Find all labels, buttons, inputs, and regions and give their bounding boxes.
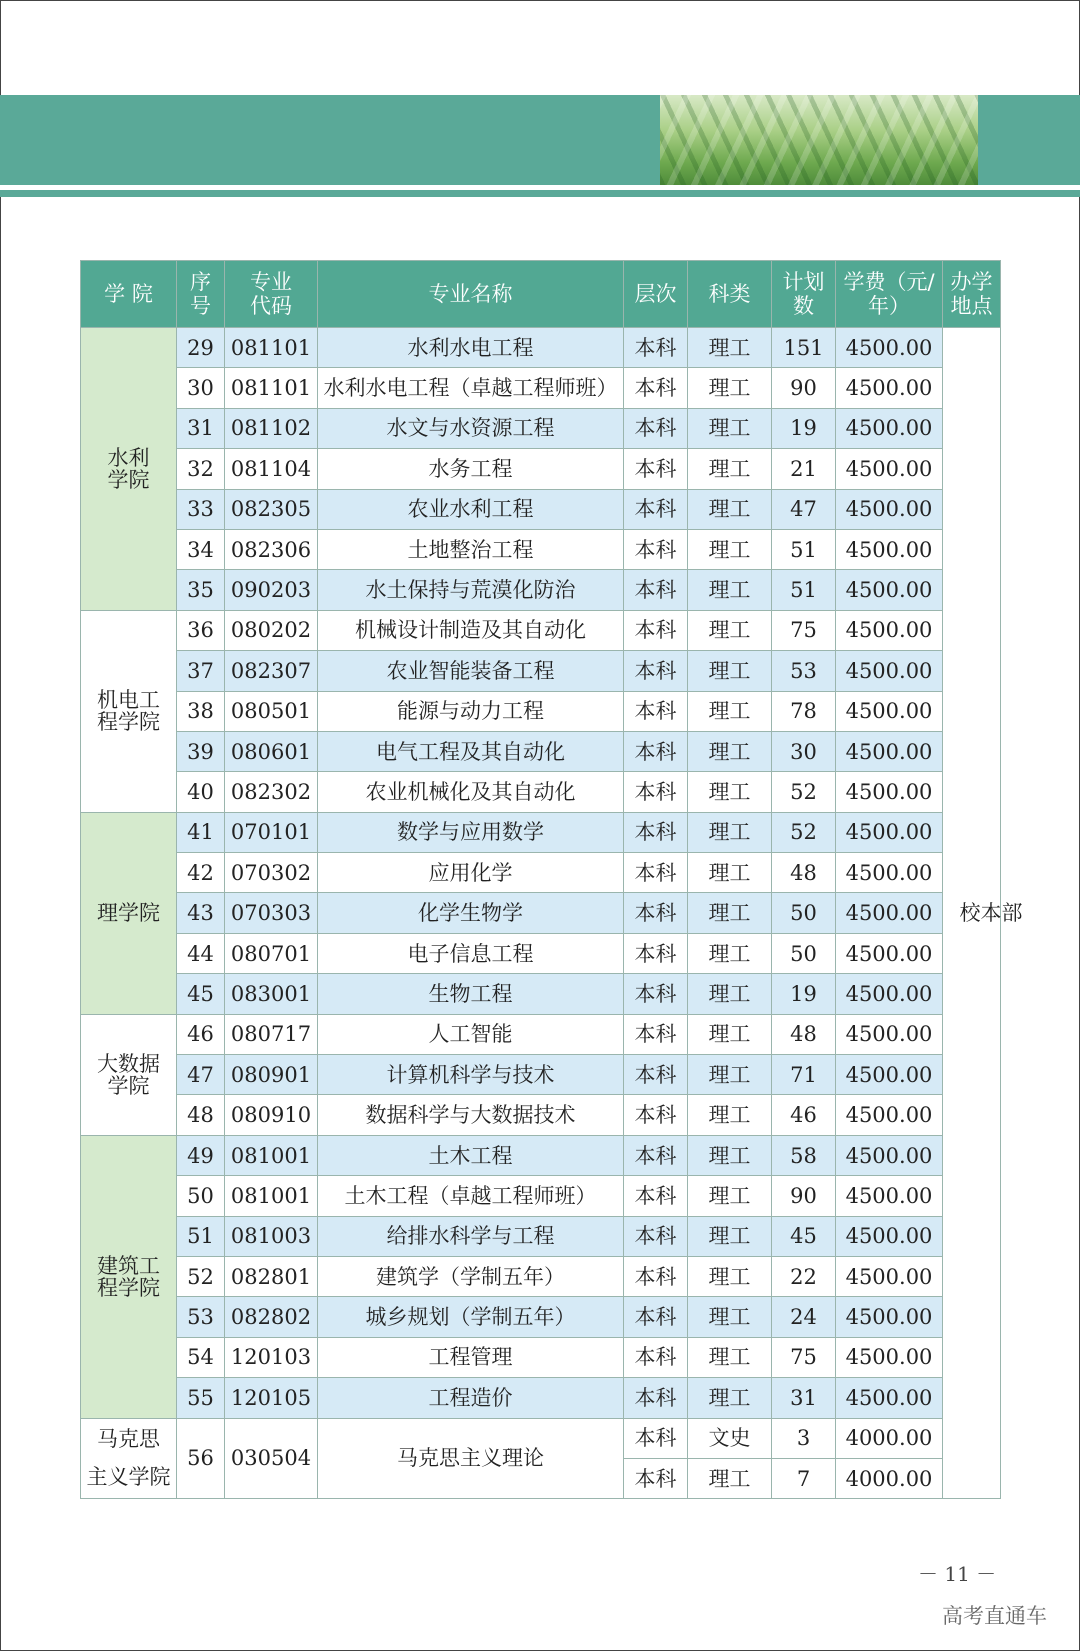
cell-index: 48 — [177, 1095, 225, 1135]
cell-category: 理工 — [688, 731, 772, 771]
cell-level: 本科 — [624, 1135, 688, 1175]
watermark: 高考直通车 — [942, 1604, 1047, 1628]
cell-code: 080701 — [225, 933, 318, 973]
table-row — [81, 1378, 1001, 1418]
cell-code: 081001 — [225, 1135, 318, 1175]
cell-category: 理工 — [688, 1378, 772, 1418]
cell-fee: 4500.00 — [836, 893, 943, 933]
cell-category: 理工 — [688, 1297, 772, 1337]
cell-index: 54 — [177, 1337, 225, 1377]
table-row — [81, 651, 1001, 691]
cell-category: 理工 — [688, 893, 772, 933]
cell-level: 本科 — [624, 1176, 688, 1216]
cell-name: 工程管理 — [318, 1337, 624, 1377]
cell-code: 082302 — [225, 772, 318, 812]
cell-category: 理工 — [688, 1014, 772, 1054]
cell-plan: 22 — [772, 1256, 836, 1296]
college-cell: 理学院 — [81, 812, 177, 1014]
cell-plan: 90 — [772, 368, 836, 408]
cell-fee: 4500.00 — [836, 1176, 943, 1216]
table-row — [81, 489, 1001, 529]
cell-index: 34 — [177, 529, 225, 569]
cell-code: 070302 — [225, 853, 318, 893]
cell-code: 081102 — [225, 408, 318, 448]
cell-name: 建筑学（学制五年） — [318, 1256, 624, 1296]
table-row — [81, 772, 1001, 812]
cell-index: 42 — [177, 853, 225, 893]
col-code-header: 专业代码 — [225, 261, 318, 328]
cell-index: 44 — [177, 933, 225, 973]
cell-index: 45 — [177, 974, 225, 1014]
cell-fee: 4500.00 — [836, 1095, 943, 1135]
cell-code: 080901 — [225, 1055, 318, 1095]
cell-name: 电子信息工程 — [318, 933, 624, 973]
cell-index: 35 — [177, 570, 225, 610]
table-row — [81, 691, 1001, 731]
cell-code: 082306 — [225, 529, 318, 569]
cell-code: 070303 — [225, 893, 318, 933]
cell-index: 47 — [177, 1055, 225, 1095]
table-row — [81, 853, 1001, 893]
col-index-header: 序号 — [177, 261, 225, 328]
cell-plan: 75 — [772, 610, 836, 650]
location-text: 校本部 — [959, 901, 1023, 926]
cell-level: 本科 — [624, 1297, 688, 1337]
cell-index: 40 — [177, 772, 225, 812]
cell-name: 水利水电工程（卓越工程师班） — [318, 368, 624, 408]
cell-level: 本科 — [624, 449, 688, 489]
cell-name: 计算机科学与技术 — [318, 1055, 624, 1095]
cell-fee: 4500.00 — [836, 1014, 943, 1054]
cell-level: 本科 — [624, 328, 688, 368]
cell-index: 39 — [177, 731, 225, 771]
cell-fee: 4500.00 — [836, 328, 943, 368]
table-row — [81, 529, 1001, 569]
cell-code: 081101 — [225, 368, 318, 408]
cell-code: 083001 — [225, 974, 318, 1014]
cell-name: 生物工程 — [318, 974, 624, 1014]
cell-level: 本科 — [624, 610, 688, 650]
table-row — [81, 368, 1001, 408]
cell-category: 理工 — [688, 408, 772, 448]
cell-index: 41 — [177, 812, 225, 852]
table-row — [81, 408, 1001, 448]
cell-name: 城乡规划（学制五年） — [318, 1297, 624, 1337]
table-row — [81, 933, 1001, 973]
cell-category: 理工 — [688, 489, 772, 529]
cell-code: 081001 — [225, 1176, 318, 1216]
cell-name: 化学生物学 — [318, 893, 624, 933]
cell-fee: 4500.00 — [836, 772, 943, 812]
college-cell: 建筑工 程学院 — [81, 1135, 177, 1418]
cell-level: 本科 — [624, 1095, 688, 1135]
col-plan-header: 计划数 — [772, 261, 836, 328]
cell-plan: 19 — [772, 408, 836, 448]
cell-level: 本科 — [624, 933, 688, 973]
cell-name: 农业智能装备工程 — [318, 651, 624, 691]
table-row — [81, 328, 1001, 368]
cell-category: 理工 — [688, 570, 772, 610]
cell-level: 本科 — [624, 893, 688, 933]
table-row — [81, 893, 1001, 933]
cell-category: 理工 — [688, 1216, 772, 1256]
cell-plan: 53 — [772, 651, 836, 691]
cell-code: 081104 — [225, 449, 318, 489]
cell-index: 49 — [177, 1135, 225, 1175]
table-row — [81, 731, 1001, 771]
cell-fee: 4500.00 — [836, 1297, 943, 1337]
cell-fee: 4500.00 — [836, 368, 943, 408]
cell-level: 本科 — [624, 1378, 688, 1418]
cell-fee: 4500.00 — [836, 570, 943, 610]
cell-fee: 4500.00 — [836, 853, 943, 893]
cell-name: 数学与应用数学 — [318, 812, 624, 852]
cell-level: 本科 — [624, 1418, 688, 1458]
cell-plan: 24 — [772, 1297, 836, 1337]
cell-name: 农业机械化及其自动化 — [318, 772, 624, 812]
cell-category: 理工 — [688, 610, 772, 650]
cell-index: 38 — [177, 691, 225, 731]
col-fee-header: 学费（元/年） — [836, 261, 943, 328]
cell-category: 理工 — [688, 691, 772, 731]
cell-code: 082305 — [225, 489, 318, 529]
cell-plan: 46 — [772, 1095, 836, 1135]
college-cell: 马克思 主义学院 — [81, 1418, 177, 1499]
college-cell: 机电工 程学院 — [81, 610, 177, 812]
cell-level: 本科 — [624, 812, 688, 852]
cell-level: 本科 — [624, 570, 688, 610]
table-row — [81, 1418, 1001, 1458]
table-row — [81, 1216, 1001, 1256]
cell-plan: 71 — [772, 1055, 836, 1095]
cell-code: 082802 — [225, 1297, 318, 1337]
cell-category: 理工 — [688, 328, 772, 368]
cell-level: 本科 — [624, 731, 688, 771]
cell-plan: 31 — [772, 1378, 836, 1418]
cell-category: 理工 — [688, 933, 772, 973]
cell-plan: 78 — [772, 691, 836, 731]
college-cell: 大数据 学院 — [81, 1014, 177, 1135]
cell-plan: 50 — [772, 893, 836, 933]
cell-fee: 4500.00 — [836, 691, 943, 731]
cell-plan: 75 — [772, 1337, 836, 1377]
cell-level: 本科 — [624, 853, 688, 893]
cell-plan: 52 — [772, 812, 836, 852]
cell-fee: 4500.00 — [836, 731, 943, 771]
college-cell: 水利 学院 — [81, 328, 177, 611]
table-row — [81, 570, 1001, 610]
cell-index: 52 — [177, 1256, 225, 1296]
cell-plan: 48 — [772, 853, 836, 893]
cell-plan: 90 — [772, 1176, 836, 1216]
cell-index: 32 — [177, 449, 225, 489]
header-line — [0, 190, 1080, 197]
table-row — [81, 449, 1001, 489]
cell-fee: 4500.00 — [836, 489, 943, 529]
cell-plan: 48 — [772, 1014, 836, 1054]
cell-code: 081101 — [225, 328, 318, 368]
cell-level: 本科 — [624, 368, 688, 408]
cell-index: 51 — [177, 1216, 225, 1256]
cell-category: 理工 — [688, 1095, 772, 1135]
table-row — [81, 974, 1001, 1014]
table-body — [81, 328, 1023, 1499]
cell-name: 能源与动力工程 — [318, 691, 624, 731]
cell-fee: 4500.00 — [836, 1135, 943, 1175]
cell-level: 本科 — [624, 651, 688, 691]
cell-code: 030504 — [225, 1418, 318, 1499]
cell-category: 文史 — [688, 1418, 772, 1458]
cell-level: 本科 — [624, 772, 688, 812]
table-row — [81, 1256, 1001, 1296]
cell-index: 31 — [177, 408, 225, 448]
cell-name: 人工智能 — [318, 1014, 624, 1054]
cell-level: 本科 — [624, 529, 688, 569]
col-category-header: 科类 — [688, 261, 772, 328]
cell-level: 本科 — [624, 408, 688, 448]
cell-category: 理工 — [688, 812, 772, 852]
cell-fee: 4500.00 — [836, 408, 943, 448]
cell-level: 本科 — [624, 489, 688, 529]
cell-index: 53 — [177, 1297, 225, 1337]
cell-code: 080601 — [225, 731, 318, 771]
cell-name: 农业水利工程 — [318, 489, 624, 529]
cell-fee: 4500.00 — [836, 610, 943, 650]
cell-category: 理工 — [688, 651, 772, 691]
cell-plan: 3 — [772, 1418, 836, 1458]
enrollment-table — [80, 260, 1023, 1499]
cell-name: 工程造价 — [318, 1378, 624, 1418]
cell-fee: 4500.00 — [836, 1216, 943, 1256]
table-row — [81, 1055, 1001, 1095]
cell-level: 本科 — [624, 1337, 688, 1377]
cell-code: 070101 — [225, 812, 318, 852]
page-number: － 11 － — [918, 1562, 997, 1586]
cell-name: 土木工程 — [318, 1135, 624, 1175]
cell-fee: 4500.00 — [836, 651, 943, 691]
col-name-header: 专业名称 — [318, 261, 624, 328]
cell-code: 081003 — [225, 1216, 318, 1256]
cell-name: 水利水电工程 — [318, 328, 624, 368]
cell-name: 土木工程（卓越工程师班） — [318, 1176, 624, 1216]
table-header-row — [81, 261, 1001, 328]
col-level-header: 层次 — [624, 261, 688, 328]
cell-category: 理工 — [688, 772, 772, 812]
cell-fee: 4500.00 — [836, 974, 943, 1014]
cell-level: 本科 — [624, 691, 688, 731]
cell-plan: 7 — [772, 1458, 836, 1498]
cell-name: 土地整治工程 — [318, 529, 624, 569]
cell-level: 本科 — [624, 1216, 688, 1256]
cell-index: 46 — [177, 1014, 225, 1054]
cell-index: 55 — [177, 1378, 225, 1418]
cornfield-photo — [660, 95, 978, 185]
cell-plan: 47 — [772, 489, 836, 529]
cell-plan: 58 — [772, 1135, 836, 1175]
cell-index: 33 — [177, 489, 225, 529]
location-cell — [943, 328, 1023, 1499]
cell-code: 082307 — [225, 651, 318, 691]
cell-code: 080202 — [225, 610, 318, 650]
cell-plan: 52 — [772, 772, 836, 812]
cell-plan: 51 — [772, 570, 836, 610]
cell-category: 理工 — [688, 1055, 772, 1095]
table-row — [81, 1095, 1001, 1135]
cell-fee: 4500.00 — [836, 449, 943, 489]
cell-plan: 45 — [772, 1216, 836, 1256]
cell-name: 水土保持与荒漠化防治 — [318, 570, 624, 610]
cell-name: 应用化学 — [318, 853, 624, 893]
cell-category: 理工 — [688, 368, 772, 408]
cell-name: 给排水科学与工程 — [318, 1216, 624, 1256]
cell-category: 理工 — [688, 1337, 772, 1377]
cell-fee: 4500.00 — [836, 1337, 943, 1377]
cell-index: 29 — [177, 328, 225, 368]
cell-level: 本科 — [624, 1014, 688, 1054]
cell-name: 数据科学与大数据技术 — [318, 1095, 624, 1135]
cell-fee: 4000.00 — [836, 1458, 943, 1498]
cell-plan: 19 — [772, 974, 836, 1014]
cell-code: 090203 — [225, 570, 318, 610]
cell-category: 理工 — [688, 974, 772, 1014]
cell-fee: 4500.00 — [836, 933, 943, 973]
cell-index: 30 — [177, 368, 225, 408]
table-row — [81, 1297, 1001, 1337]
cell-category: 理工 — [688, 1256, 772, 1296]
cell-code: 120103 — [225, 1337, 318, 1377]
cell-index: 36 — [177, 610, 225, 650]
table-row — [81, 1176, 1001, 1216]
cell-category: 理工 — [688, 529, 772, 569]
cell-name: 机械设计制造及其自动化 — [318, 610, 624, 650]
table-row — [81, 1135, 1001, 1175]
cell-index: 56 — [177, 1418, 225, 1499]
cell-name: 电气工程及其自动化 — [318, 731, 624, 771]
table-row — [81, 1014, 1001, 1054]
cell-index: 43 — [177, 893, 225, 933]
col-college-header: 学 院 — [81, 261, 177, 328]
cell-fee: 4500.00 — [836, 1256, 943, 1296]
cell-fee: 4000.00 — [836, 1418, 943, 1458]
cell-code: 120105 — [225, 1378, 318, 1418]
cell-fee: 4500.00 — [836, 529, 943, 569]
cell-plan: 30 — [772, 731, 836, 771]
cell-index: 50 — [177, 1176, 225, 1216]
cell-category: 理工 — [688, 449, 772, 489]
table-row — [81, 812, 1001, 852]
cell-plan: 151 — [772, 328, 836, 368]
cell-name: 水文与水资源工程 — [318, 408, 624, 448]
cell-code: 080501 — [225, 691, 318, 731]
cell-level: 本科 — [624, 974, 688, 1014]
table-row — [81, 1337, 1001, 1377]
cell-category: 理工 — [688, 853, 772, 893]
cell-plan: 51 — [772, 529, 836, 569]
cell-level: 本科 — [624, 1256, 688, 1296]
cell-index: 37 — [177, 651, 225, 691]
cell-code: 080910 — [225, 1095, 318, 1135]
cell-level: 本科 — [624, 1458, 688, 1498]
cell-level: 本科 — [624, 1055, 688, 1095]
cell-category: 理工 — [688, 1458, 772, 1498]
cell-name: 水务工程 — [318, 449, 624, 489]
cell-fee: 4500.00 — [836, 1055, 943, 1095]
table-row — [81, 610, 1001, 650]
cell-category: 理工 — [688, 1135, 772, 1175]
cell-fee: 4500.00 — [836, 1378, 943, 1418]
cell-plan: 50 — [772, 933, 836, 973]
cell-code: 082801 — [225, 1256, 318, 1296]
cell-code: 080717 — [225, 1014, 318, 1054]
col-location-header: 办学地点 — [943, 261, 1001, 328]
cell-fee: 4500.00 — [836, 812, 943, 852]
cell-category: 理工 — [688, 1176, 772, 1216]
cell-name: 马克思主义理论 — [318, 1418, 624, 1499]
cell-plan: 21 — [772, 449, 836, 489]
